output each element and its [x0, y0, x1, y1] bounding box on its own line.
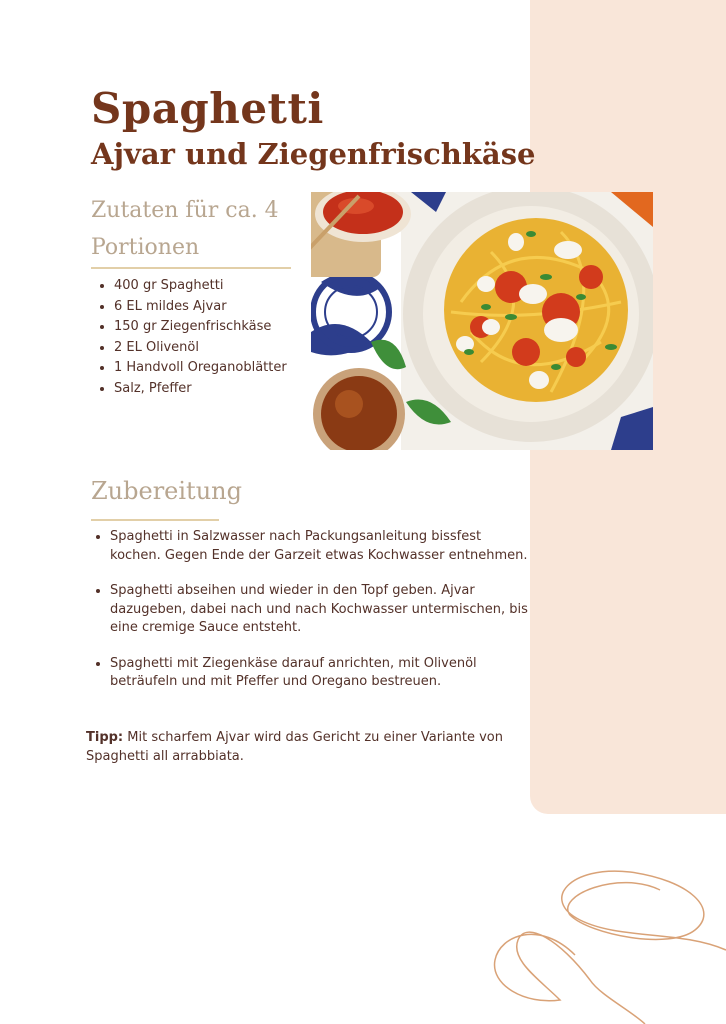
ingredient-item: • 150 gr Ziegenfrischkäse	[114, 317, 287, 338]
preparation-step: • Spaghetti abseihen und wieder in den Topf geben. Ajvar dazugeben, dabei nach und nach Kochwasser untermischen, bis eine cremige Sauce entsteht.	[110, 582, 530, 638]
preparation-divider	[91, 519, 219, 521]
preparation-heading: Zubereitung	[91, 477, 242, 505]
dish-photo	[311, 192, 653, 450]
tip-paragraph	[86, 728, 516, 766]
preparation-step: • Spaghetti mit Ziegenkäse darauf anrichten, mit Olivenöl beträufeln und mit Pfeffer und Oregano bestreuen.	[110, 655, 530, 692]
ingredient-item: • 2 EL Olivenöl	[114, 338, 287, 359]
ingredient-item: • 6 EL mildes Ajvar	[114, 297, 287, 318]
ingredient-item: • 400 gr Spaghetti	[114, 276, 287, 297]
ingredient-item: • Salz, Pfeffer	[114, 379, 287, 400]
preparation-steps	[92, 528, 530, 709]
ingredient-item: • 1 Handvoll Oreganoblätter	[114, 358, 287, 379]
recipe-title: Spaghetti	[91, 84, 324, 133]
preparation-step: • Spaghetti in Salzwasser nach Packungsanleitung bissfest kochen. Gegen Ende der Garzeit etwas Kochwasser entnehmen.	[110, 528, 530, 565]
tip-text: Mit scharfem Ajvar wird das Gericht zu einer Variante von Spaghetti all arrabbiata.	[86, 730, 503, 764]
ingredients-list	[96, 276, 287, 399]
recipe-subtitle: Ajvar und Ziegenfrischkäse	[91, 137, 536, 171]
ingredients-divider	[91, 267, 291, 269]
ingredients-heading: Zutaten für ca. 4 Portionen	[91, 198, 279, 260]
decorative-line-icon	[480, 860, 726, 1024]
tip-label: Tipp:	[86, 730, 124, 745]
